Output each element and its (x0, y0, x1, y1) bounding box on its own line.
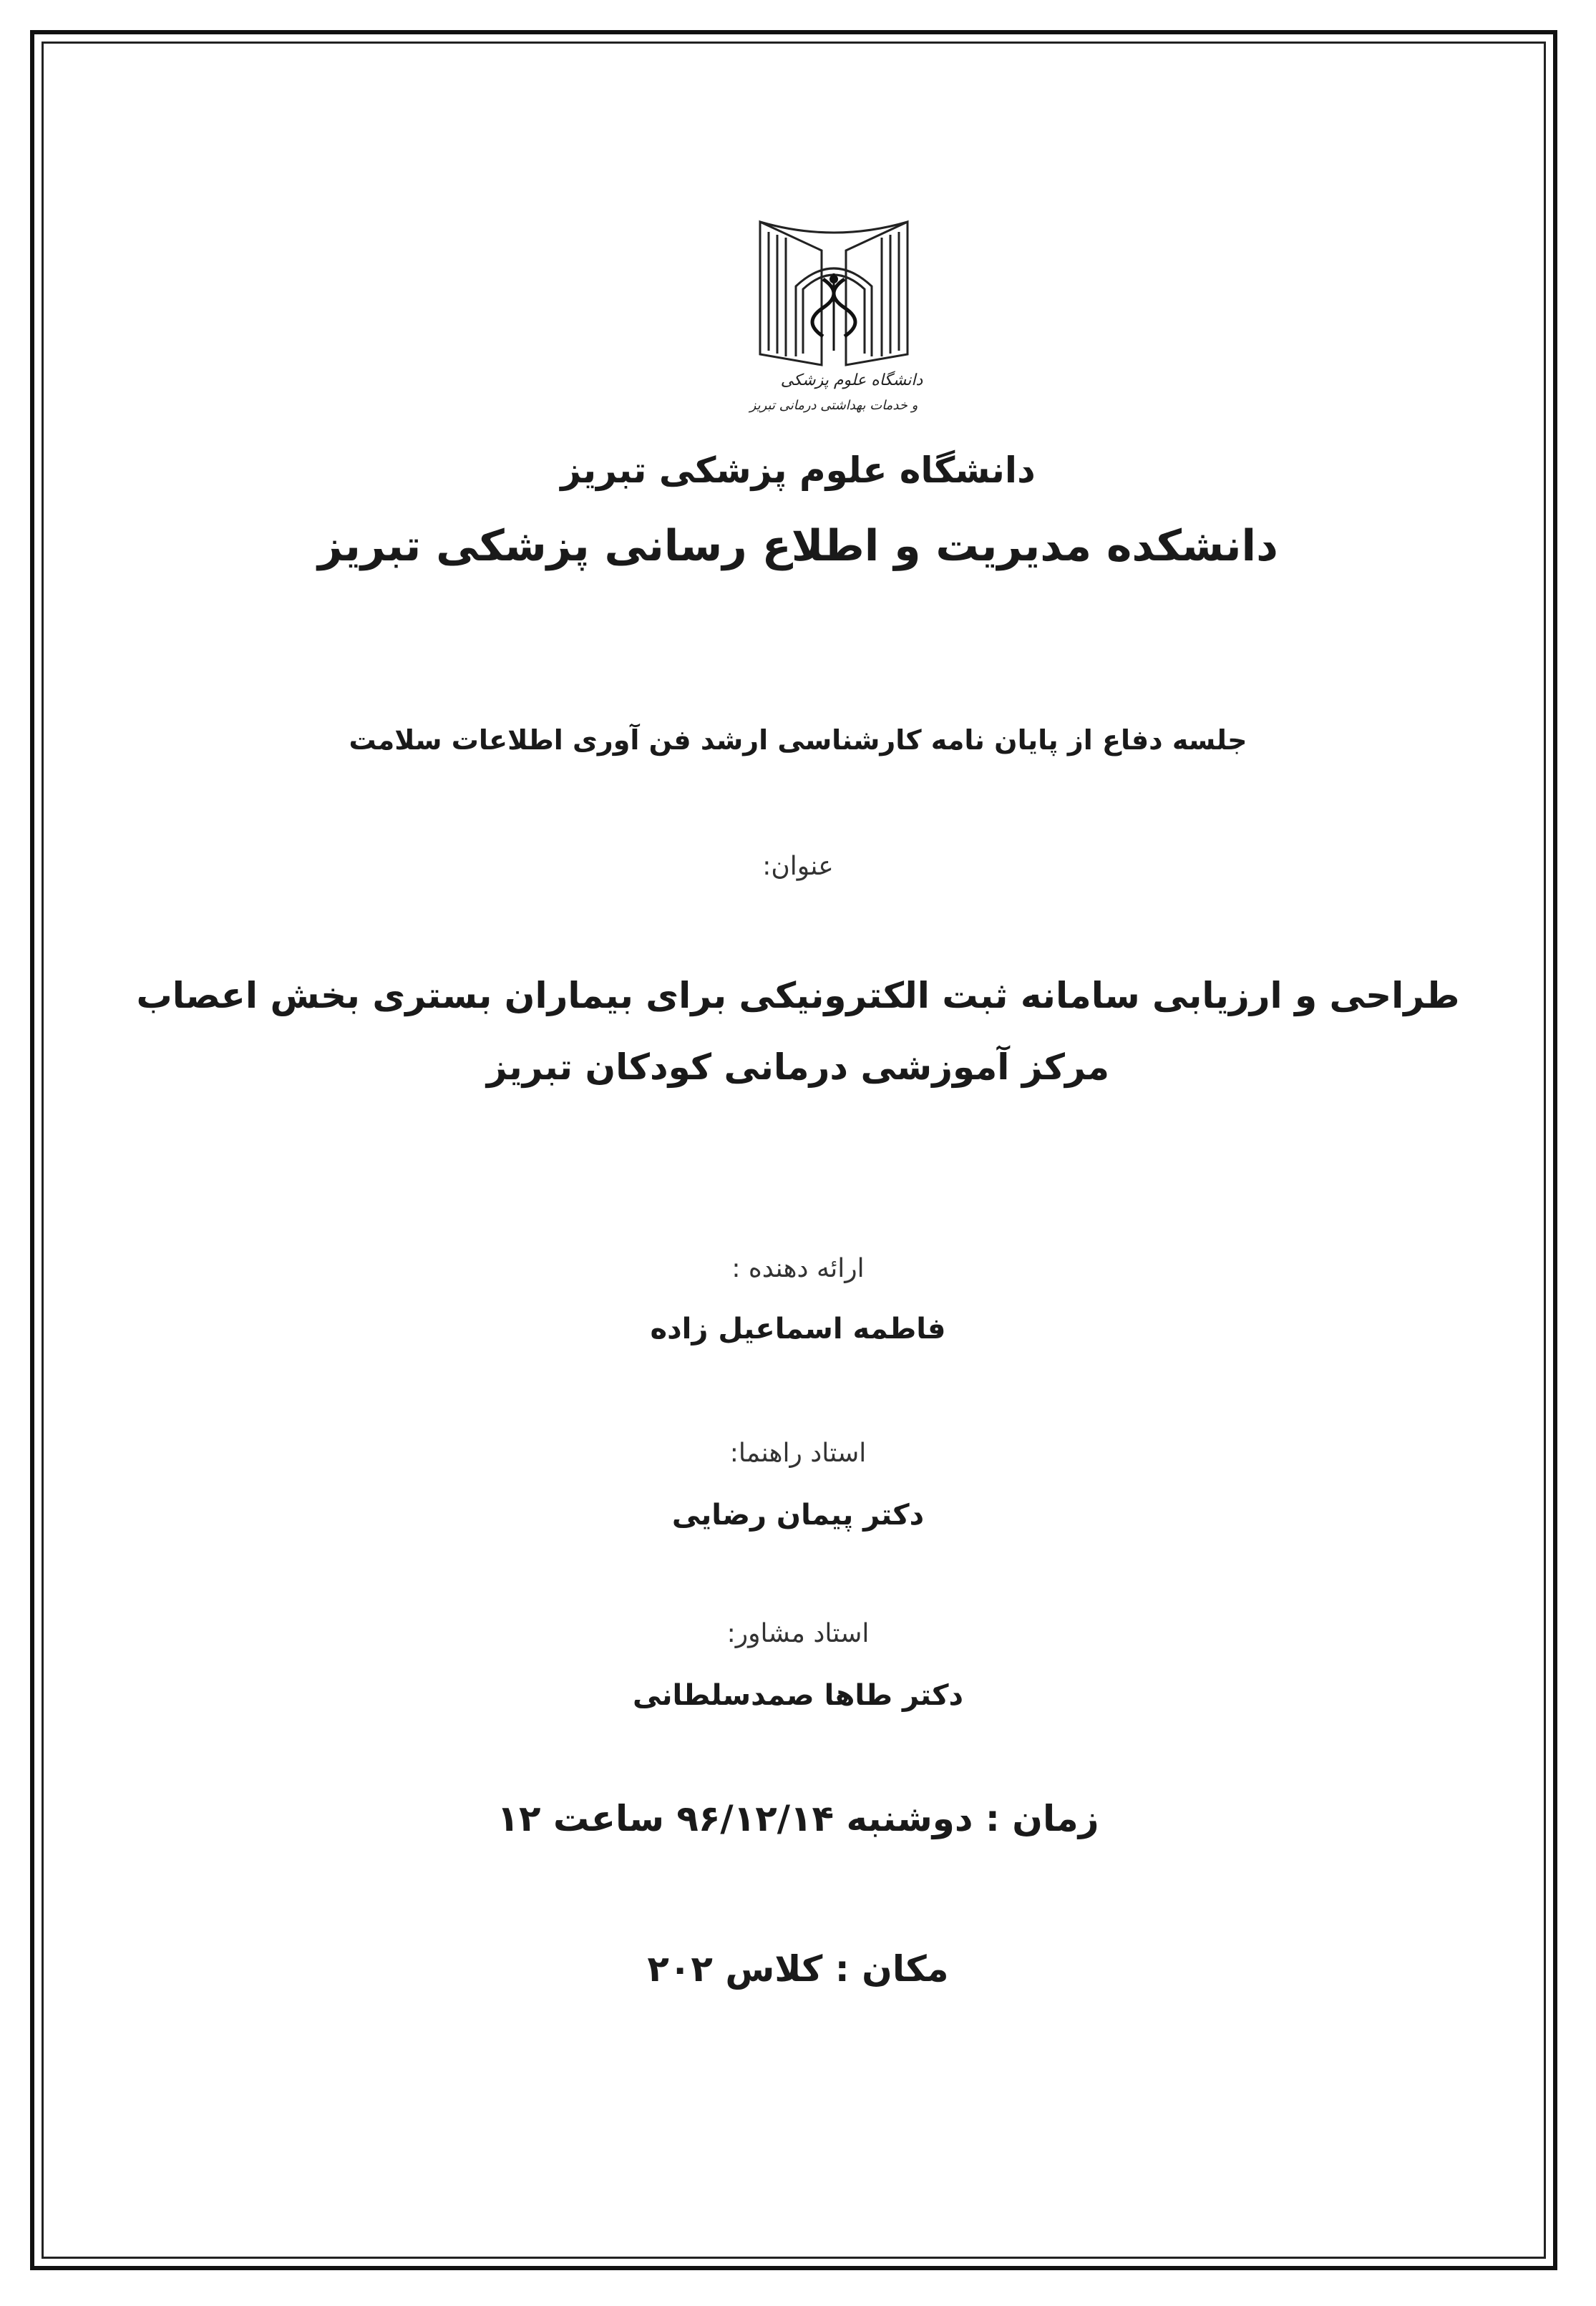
university-logo (737, 208, 930, 422)
thesis-title-line1: طراحی و ارزیابی سامانه ثبت الکترونیکی برای بیماران بستری بخش اعصاب (136, 975, 1460, 1016)
session-heading: جلسه دفاع از پایان نامه کارشناسی ارشد فن آوری اطلاعات سلامت (349, 724, 1247, 756)
faculty-name: دانشکده مدیریت و اطلاع رسانی پزشکی تبریز (318, 521, 1278, 571)
presenter-label: ارائه دهنده : (731, 1254, 865, 1283)
advisor-name: دکتر طاها صمدسلطانی (632, 1679, 963, 1712)
supervisor-name: دکتر پیمان رضایی (671, 1499, 925, 1532)
advisor-label: استاد مشاور: (726, 1619, 870, 1648)
title-label: عنوان: (762, 852, 834, 881)
logo-caption-line1: دانشگاه علوم پزشکی (780, 371, 923, 389)
thesis-title-line2: مرکز آموزشی درمانی کودکان تبریز (486, 1046, 1110, 1088)
defense-time: زمان : دوشنبه ۹۶/۱۲/۱۴ ساعت ۱۲ (497, 1798, 1099, 1839)
logo-caption-line2: و خدمات بهداشتی درمانی تبریز (749, 398, 918, 413)
university-name: دانشگاه علوم پزشکی تبریز (560, 449, 1036, 491)
defense-place: مکان : کلاس ۲۰۲ (647, 1948, 949, 1990)
presenter-name: فاطمه اسماعیل زاده (650, 1313, 946, 1346)
supervisor-label: استاد راهنما: (729, 1439, 867, 1468)
